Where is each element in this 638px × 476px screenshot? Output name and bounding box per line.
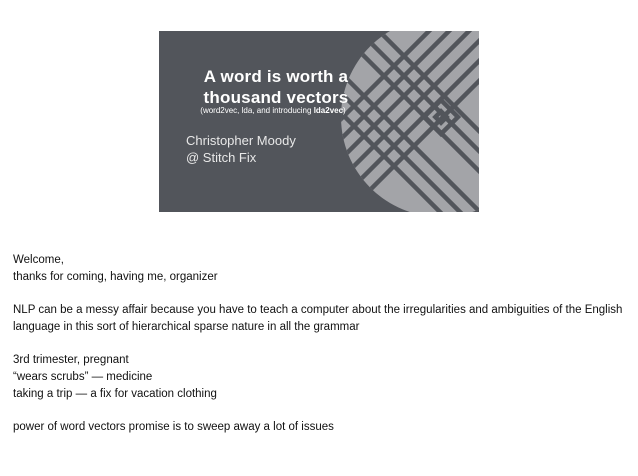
title-line-2: thousand vectors xyxy=(203,88,349,107)
note-spacer xyxy=(13,336,625,352)
note-line: thanks for coming, having me, organizer xyxy=(13,271,218,283)
note-line: taking a trip — a fix for vacation clothing xyxy=(13,388,217,400)
title-slide xyxy=(159,31,479,212)
note-line: Welcome, xyxy=(13,254,64,266)
note-line: 3rd trimester, pregnant xyxy=(13,354,129,366)
note-spacer xyxy=(13,286,625,302)
slide-title xyxy=(201,66,351,108)
slide-subtitle xyxy=(178,106,368,116)
note-spacer xyxy=(13,403,625,419)
author-company: @ Stitch Fix xyxy=(186,150,257,165)
note-line: “wears scrubs” — medicine xyxy=(13,371,153,383)
note-line: power of word vectors promise is to sweep away a lot of issues xyxy=(13,421,334,433)
lattice-circle-graphic xyxy=(159,31,479,212)
subtitle-bold: lda2vec xyxy=(313,106,344,115)
title-line-1: A word is worth a xyxy=(203,67,349,86)
subtitle-suffix: ) xyxy=(343,106,346,115)
author-name: Christopher Moody xyxy=(186,133,296,148)
author-block xyxy=(186,132,296,166)
subtitle-prefix: (word2vec, lda, and introducing xyxy=(200,106,314,115)
note-line: NLP can be a messy affair because you have to teach a computer about the irregularities and ambiguities of the English language in this sort of hierarchical sparse nature in all the grammar xyxy=(13,304,623,333)
speaker-notes xyxy=(13,252,625,436)
